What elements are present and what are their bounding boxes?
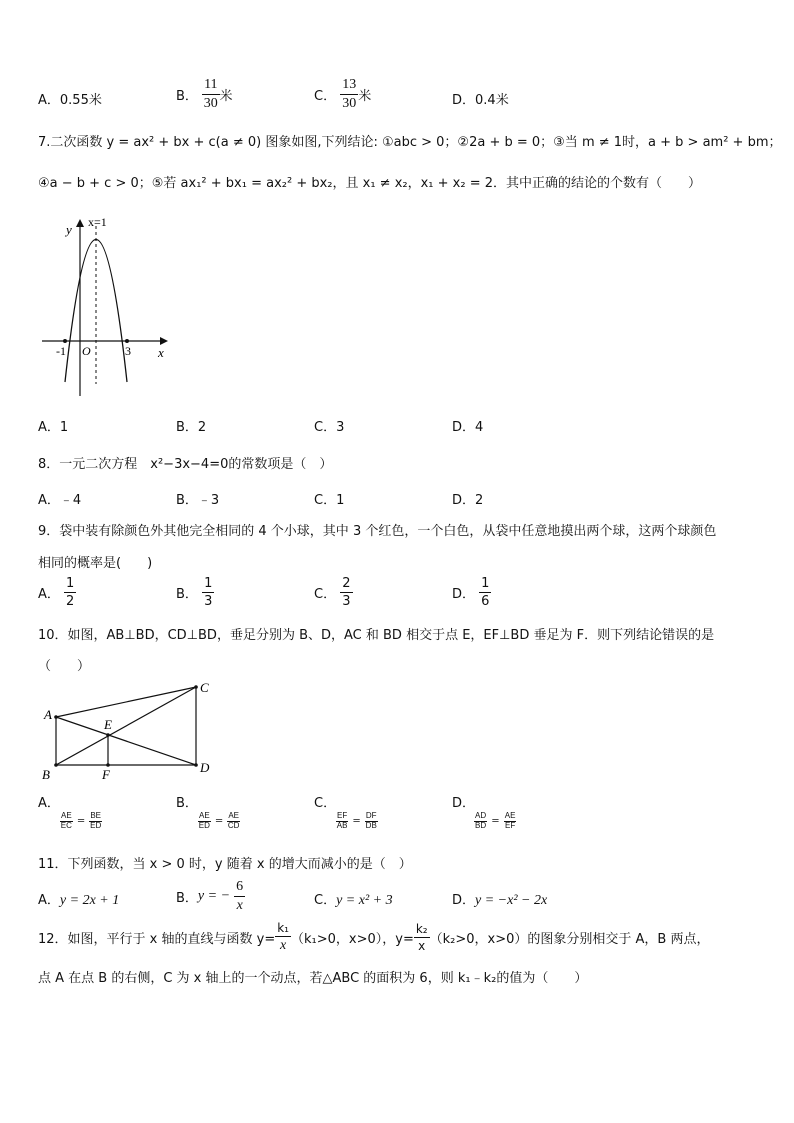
option-text: y = x² + 3 bbox=[336, 893, 393, 908]
q7-option-b[interactable] bbox=[176, 416, 206, 435]
option-text: 0.55米 bbox=[59, 93, 102, 108]
option-label: A． bbox=[38, 893, 60, 908]
option-label: A． bbox=[38, 420, 60, 435]
option-label: C． bbox=[314, 796, 337, 811]
option-label: C． bbox=[314, 493, 337, 508]
fraction: $\frac{13}{30}$ bbox=[342, 77, 357, 111]
q6-option-d[interactable] bbox=[452, 89, 509, 108]
q8-stem: 8．一元二次方程 x²−3x−4=0的常数项是（ ） bbox=[38, 457, 333, 472]
q10-stem-line1: 10．如图，AB⊥BD，CD⊥BD，垂足分别为 B、D，AC 和 BD 相交于点 E，EF⊥BD 垂足为 F．则下列结论错误的是 bbox=[38, 628, 715, 643]
y-axis-label: y bbox=[66, 222, 72, 237]
option-text: y = 2x + 1 bbox=[59, 893, 120, 908]
q6-option-b[interactable] bbox=[176, 78, 233, 111]
segment-ad bbox=[56, 717, 196, 765]
q10-geometry-figure bbox=[38, 676, 218, 786]
option-label: B． bbox=[176, 89, 198, 104]
option-label: D． bbox=[452, 893, 476, 908]
q7-stem-line2: ④a − b + c > 0；⑤若 ax₁² + bx₁ = ax₂² + bx₂，且 x₁ ≠ x₂，x₁ + x₂ = 2．其中正确的结论的个数有（ ） bbox=[38, 176, 701, 191]
option-label: B． bbox=[176, 420, 198, 435]
option-text: 3 bbox=[336, 420, 345, 435]
fraction: $\frac{2}{3}$ bbox=[342, 576, 351, 609]
option-label: D． bbox=[452, 93, 476, 108]
option-label: B． bbox=[176, 493, 198, 508]
q12-text-part1: 12．如图，平行于 x 轴的直线与函数 y= bbox=[38, 932, 276, 947]
option-label: D． bbox=[452, 796, 476, 811]
label-e: E bbox=[104, 717, 112, 732]
root-dot-left bbox=[63, 339, 67, 343]
equals-sign: = bbox=[491, 815, 500, 827]
q7-parabola-graph bbox=[38, 212, 178, 402]
option-label: C． bbox=[314, 420, 337, 435]
option-text: ﹣3 bbox=[197, 493, 220, 508]
q10-option-d[interactable] bbox=[452, 792, 516, 830]
fraction-k1: $\frac{\text{k₁}}{x}$ bbox=[277, 921, 289, 953]
q10-option-b[interactable] bbox=[176, 792, 240, 830]
q9-stem-line2: 相同的概率是( ) bbox=[38, 556, 153, 571]
option-label: B． bbox=[176, 796, 198, 811]
q9-option-a[interactable] bbox=[38, 577, 76, 608]
segment-bc bbox=[56, 687, 196, 765]
unit: 米 bbox=[219, 89, 233, 104]
fraction-left: $\frac{EF}{AB}$ bbox=[336, 811, 348, 830]
q11-option-b[interactable] bbox=[176, 880, 245, 913]
option-text: 1 bbox=[59, 420, 69, 435]
fraction-right: $\frac{AE}{EF}$ bbox=[504, 811, 516, 830]
option-label: C． bbox=[314, 89, 337, 104]
point-c bbox=[194, 685, 198, 689]
label-a: A bbox=[44, 707, 52, 722]
fraction-right: $\frac{AE}{CD}$ bbox=[227, 811, 240, 830]
q9-option-c[interactable] bbox=[314, 577, 353, 608]
q11-option-a[interactable] bbox=[38, 889, 119, 909]
q8-option-a[interactable] bbox=[38, 489, 81, 508]
q12-stem-line2: 点 A 在点 B 的右侧，C 为 x 轴上的一个动点，若△ABC 的面积为 6，则 k₁﹣k₂的值为（ ） bbox=[38, 971, 588, 986]
q6-option-c[interactable] bbox=[314, 78, 371, 111]
fraction-left: $\frac{AD}{BD}$ bbox=[475, 811, 487, 830]
fraction-k2: $\frac{\text{k₂}}{x}$ bbox=[415, 922, 428, 953]
q10-stem-line2: （ ） bbox=[38, 659, 91, 674]
fraction: $\frac{1}{2}$ bbox=[66, 576, 75, 609]
option-text: ﹣4 bbox=[59, 493, 82, 508]
equals-sign: = bbox=[214, 815, 224, 827]
unit: 米 bbox=[358, 89, 372, 104]
option-label: A． bbox=[38, 796, 60, 811]
fraction: $\frac{1}{3}$ bbox=[204, 576, 213, 609]
option-text: 2 bbox=[475, 493, 484, 508]
q10-option-c[interactable] bbox=[314, 792, 378, 830]
q6-option-a[interactable] bbox=[38, 89, 102, 108]
q7-option-c[interactable] bbox=[314, 416, 344, 435]
q11-option-c[interactable] bbox=[314, 889, 393, 909]
q9-option-d[interactable] bbox=[452, 577, 491, 608]
x-axis-label: x bbox=[158, 345, 164, 360]
root-dot-right bbox=[125, 339, 129, 343]
option-text: 2 bbox=[197, 420, 207, 435]
equals-sign: = bbox=[76, 815, 86, 827]
q9-stem-line1: 9．袋中装有除颜色外其他完全相同的 4 个小球，其中 3 个红色，一个白色，从袋中任意地摸出两个球，这两个球颜色 bbox=[38, 524, 717, 539]
root-left-label: -1 bbox=[56, 344, 66, 358]
y-axis-arrow bbox=[76, 219, 84, 227]
fraction-right: $\frac{DF}{DB}$ bbox=[365, 811, 377, 830]
option-label: D． bbox=[452, 420, 476, 435]
option-text: 4 bbox=[475, 420, 484, 435]
label-f: F bbox=[102, 767, 110, 782]
option-label: A． bbox=[38, 587, 60, 602]
origin-label: O bbox=[82, 344, 91, 358]
option-label: B． bbox=[176, 891, 198, 906]
q11-option-d[interactable] bbox=[452, 889, 547, 909]
option-label: A． bbox=[38, 93, 60, 108]
q8-option-c[interactable] bbox=[314, 489, 344, 508]
option-label: A． bbox=[38, 493, 60, 508]
option-label: C． bbox=[314, 893, 337, 908]
fraction-left: $\frac{AE}{ED}$ bbox=[198, 811, 210, 830]
q12-text-part3: （k₂>0，x>0）的图象分别相交于 A，B 两点， bbox=[429, 932, 710, 947]
option-text: 1 bbox=[336, 493, 345, 508]
q9-option-b[interactable] bbox=[176, 577, 214, 608]
label-d: D bbox=[200, 760, 210, 775]
fraction: $\frac{6}{x}$ bbox=[236, 879, 244, 913]
fraction-right: $\frac{BE}{ED}$ bbox=[90, 811, 102, 830]
fraction-left: $\frac{AE}{EC}$ bbox=[60, 811, 72, 830]
option-label: C． bbox=[314, 587, 337, 602]
q7-stem-line1: 7.二次函数 y = ax² + bx + c(a ≠ 0) 图象如图,下列结论: ①abc > 0；②2a + b = 0；③当 m ≠ 1时，a + b > am² + bm； bbox=[38, 135, 782, 150]
option-label: B． bbox=[176, 587, 198, 602]
q12-text-part2: （k₁>0，x>0），y= bbox=[290, 932, 414, 947]
point-a bbox=[54, 715, 58, 719]
q8-option-b[interactable] bbox=[176, 489, 219, 508]
point-e bbox=[106, 733, 110, 737]
q7-option-a[interactable] bbox=[38, 416, 68, 435]
fraction: $\frac{1}{6}$ bbox=[481, 576, 490, 609]
x-axis-arrow bbox=[160, 337, 168, 345]
point-d bbox=[194, 763, 198, 767]
option-label: D． bbox=[452, 587, 476, 602]
symmetry-label: x=1 bbox=[88, 215, 107, 229]
q10-option-a[interactable] bbox=[38, 792, 102, 830]
fraction: $\frac{11}{30}$ bbox=[203, 77, 218, 111]
q11-stem: 11．下列函数，当 x > 0 时，y 随着 x 的增大而减小的是（ ） bbox=[38, 857, 412, 872]
equals-sign: = bbox=[352, 815, 361, 827]
label-b: B bbox=[42, 767, 50, 782]
option-text: y = − bbox=[197, 888, 231, 904]
root-right-label: 3 bbox=[125, 344, 131, 358]
option-label: D． bbox=[452, 493, 476, 508]
q7-option-d[interactable] bbox=[452, 416, 483, 435]
option-text: y = −x² − 2x bbox=[475, 893, 548, 908]
segment-ac bbox=[56, 687, 196, 717]
option-text: 0.4米 bbox=[475, 93, 509, 108]
point-b bbox=[54, 763, 58, 767]
q12-stem-line1 bbox=[38, 922, 709, 953]
q8-option-d[interactable] bbox=[452, 489, 483, 508]
label-c: C bbox=[200, 680, 209, 695]
